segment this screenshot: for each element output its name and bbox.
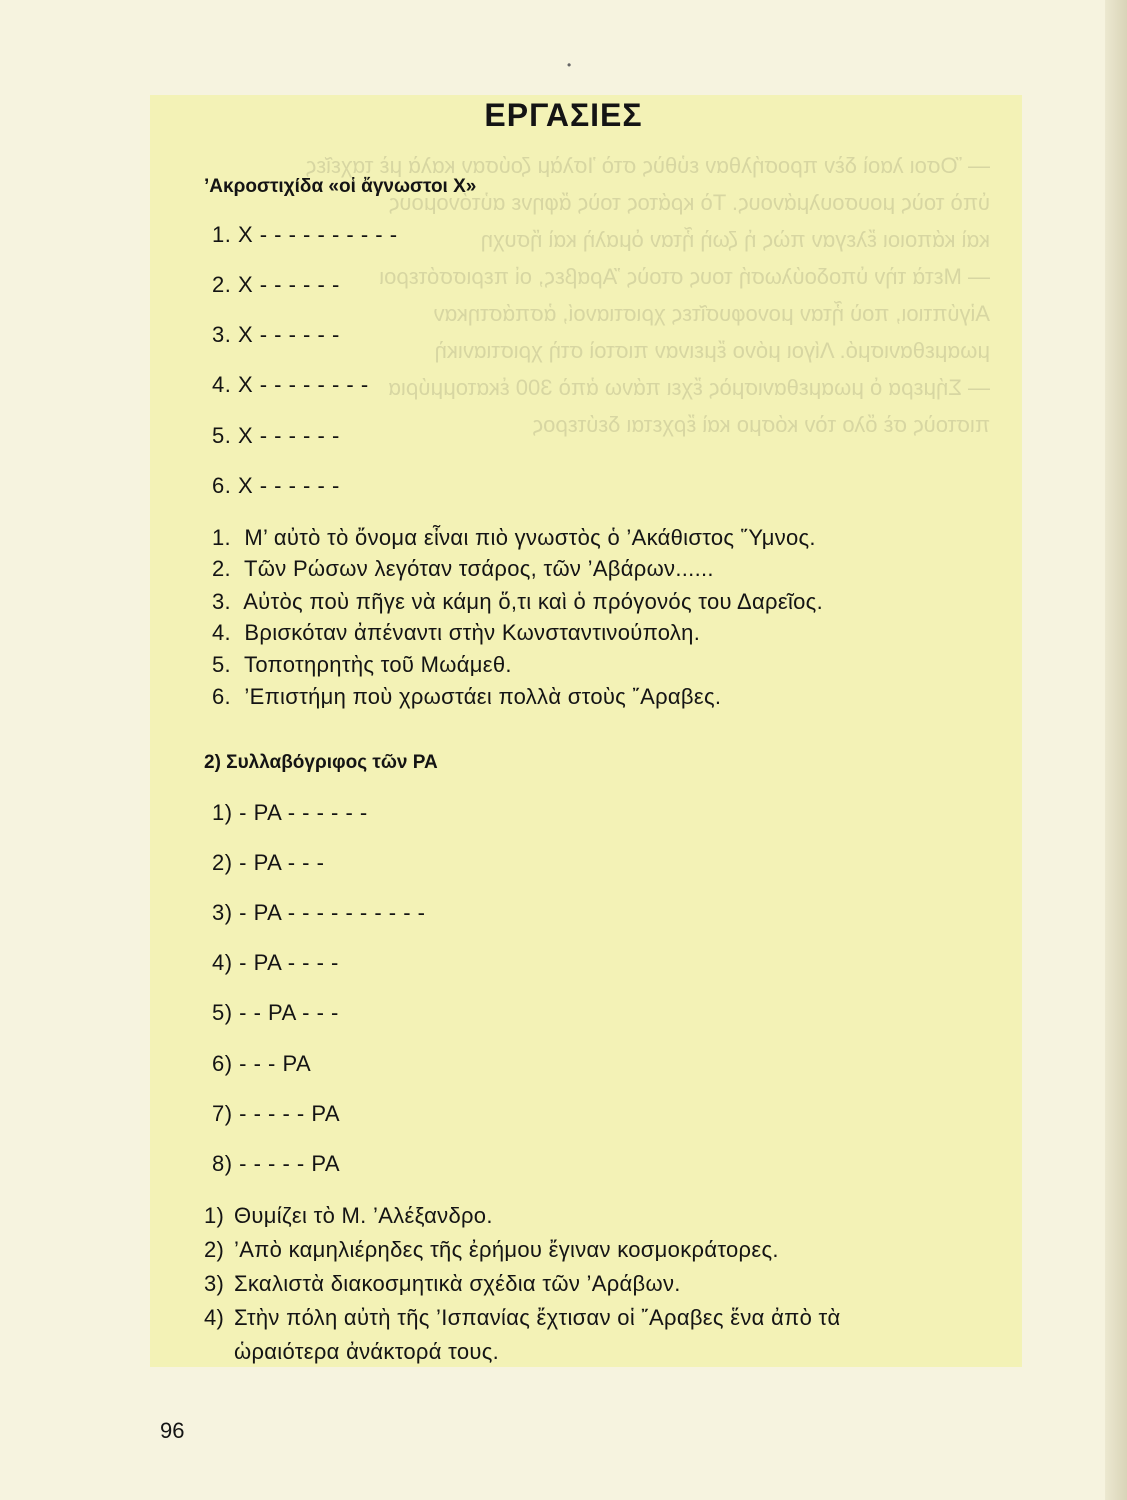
clue-number: 6.	[212, 684, 231, 709]
stray-mark: •	[567, 58, 572, 72]
clue-text: Θυμίζει τὸ Μ. ’Αλέξανδρο.	[234, 1203, 493, 1228]
clue-text: Στὴν πόλη αὐτὴ τῆς ’Ισπανίας ἔχτισαν οἱ ῎Αραβες ἕνα ἀπὸ τὰ	[234, 1305, 841, 1330]
acrostic-clue	[212, 620, 700, 646]
clue-number: 5.	[212, 652, 231, 677]
crossword-blank-6: 6) - - - ΡΑ	[212, 1051, 312, 1076]
crossword-title: 2) Συλλαβόγριφος τῶν ΡΑ	[204, 752, 438, 773]
crossword-clue	[204, 1267, 1016, 1301]
acrostic-clue	[212, 556, 714, 582]
acrostic-blank-2: 2. Χ - - - - - -	[212, 272, 340, 297]
clue-text: Μ’ αὐτὸ τὸ ὄνομα εἶναι πιὸ γνωστὸς ὁ ’Ακάθιστος ῞Υμνος.	[244, 525, 816, 550]
crossword-blank-2: 2) - ΡΑ - - -	[212, 850, 325, 875]
acrostic-clue	[212, 652, 512, 678]
crossword-blank-3: 3) - ΡΑ - - - - - - - - - -	[212, 900, 426, 925]
acrostic-clue	[212, 684, 721, 710]
page-number: 96	[160, 1418, 185, 1443]
clue-text: Αὐτὸς ποὺ πῆγε νὰ κάμη ὅ,τι καὶ ὁ πρόγονός του Δαρεῖος.	[243, 589, 824, 614]
clue-text: ’Επιστήμη ποὺ χρωστάει πολλὰ στοὺς ῎Αραβες.	[244, 684, 722, 709]
crossword-blank-5: 5) - - ΡΑ - - -	[212, 1000, 339, 1025]
acrostic-blank-3: 3. Χ - - - - - -	[212, 322, 340, 347]
acrostic-clue	[212, 525, 816, 551]
clue-number: 2)	[204, 1237, 225, 1262]
clue-number: 3.	[212, 589, 231, 614]
clue-text: Σκαλιστὰ διακοσμητικὰ σχέδια τῶν ’Αράβων.	[234, 1271, 681, 1296]
clue-number: 4.	[212, 620, 231, 645]
page-title: ΕΡΓΑΣΙΕΣ	[484, 97, 643, 133]
clue-continuation: ὡραιότερα ἀνάκτορά τους.	[234, 1339, 500, 1364]
clue-number: 4)	[204, 1305, 225, 1330]
crossword-blank-8: 8) - - - - - ΡΑ	[212, 1151, 341, 1176]
clue-text: Βρισκόταν ἀπέναντι στὴν Κωνσταντινούπολη.	[244, 620, 701, 645]
crossword-blank-4: 4) - ΡΑ - - - -	[212, 950, 339, 975]
clue-number: 1)	[204, 1203, 225, 1228]
acrostic-blank-6: 6. Χ - - - - - -	[212, 473, 340, 498]
acrostic-blank-4: 4. Χ - - - - - - - -	[212, 372, 369, 397]
crossword-blank-7: 7) - - - - - ΡΑ	[212, 1101, 341, 1126]
acrostic-blank-1: 1. Χ - - - - - - - - - -	[212, 222, 398, 247]
crossword-clue	[204, 1233, 1016, 1267]
clue-number: 1.	[212, 525, 231, 550]
acrostic-title: ’Ακροστιχίδα «οἱ ἄγνωστοι Χ»	[204, 176, 477, 197]
clue-text: ’Απὸ καμηλιέρηδες τῆς ἐρήμου ἔγιναν κοσμοκράτορες.	[234, 1237, 779, 1262]
clue-number: 2.	[212, 556, 231, 581]
crossword-blank-1: 1) - ΡΑ - - - - - -	[212, 800, 368, 825]
crossword-clue	[204, 1199, 1016, 1233]
acrostic-blank-5: 5. Χ - - - - - -	[212, 423, 340, 448]
clue-text: Τοποτηρητὴς τοῦ Μωάμεθ.	[244, 652, 512, 677]
clue-number: 3)	[204, 1271, 225, 1296]
crossword-clues	[204, 1199, 1016, 1369]
acrostic-clue	[212, 589, 823, 615]
clue-text: Τῶν Ρώσων λεγόταν τσάρος, τῶν ’Αβάρων......	[244, 556, 714, 581]
crossword-clue	[204, 1301, 1016, 1335]
